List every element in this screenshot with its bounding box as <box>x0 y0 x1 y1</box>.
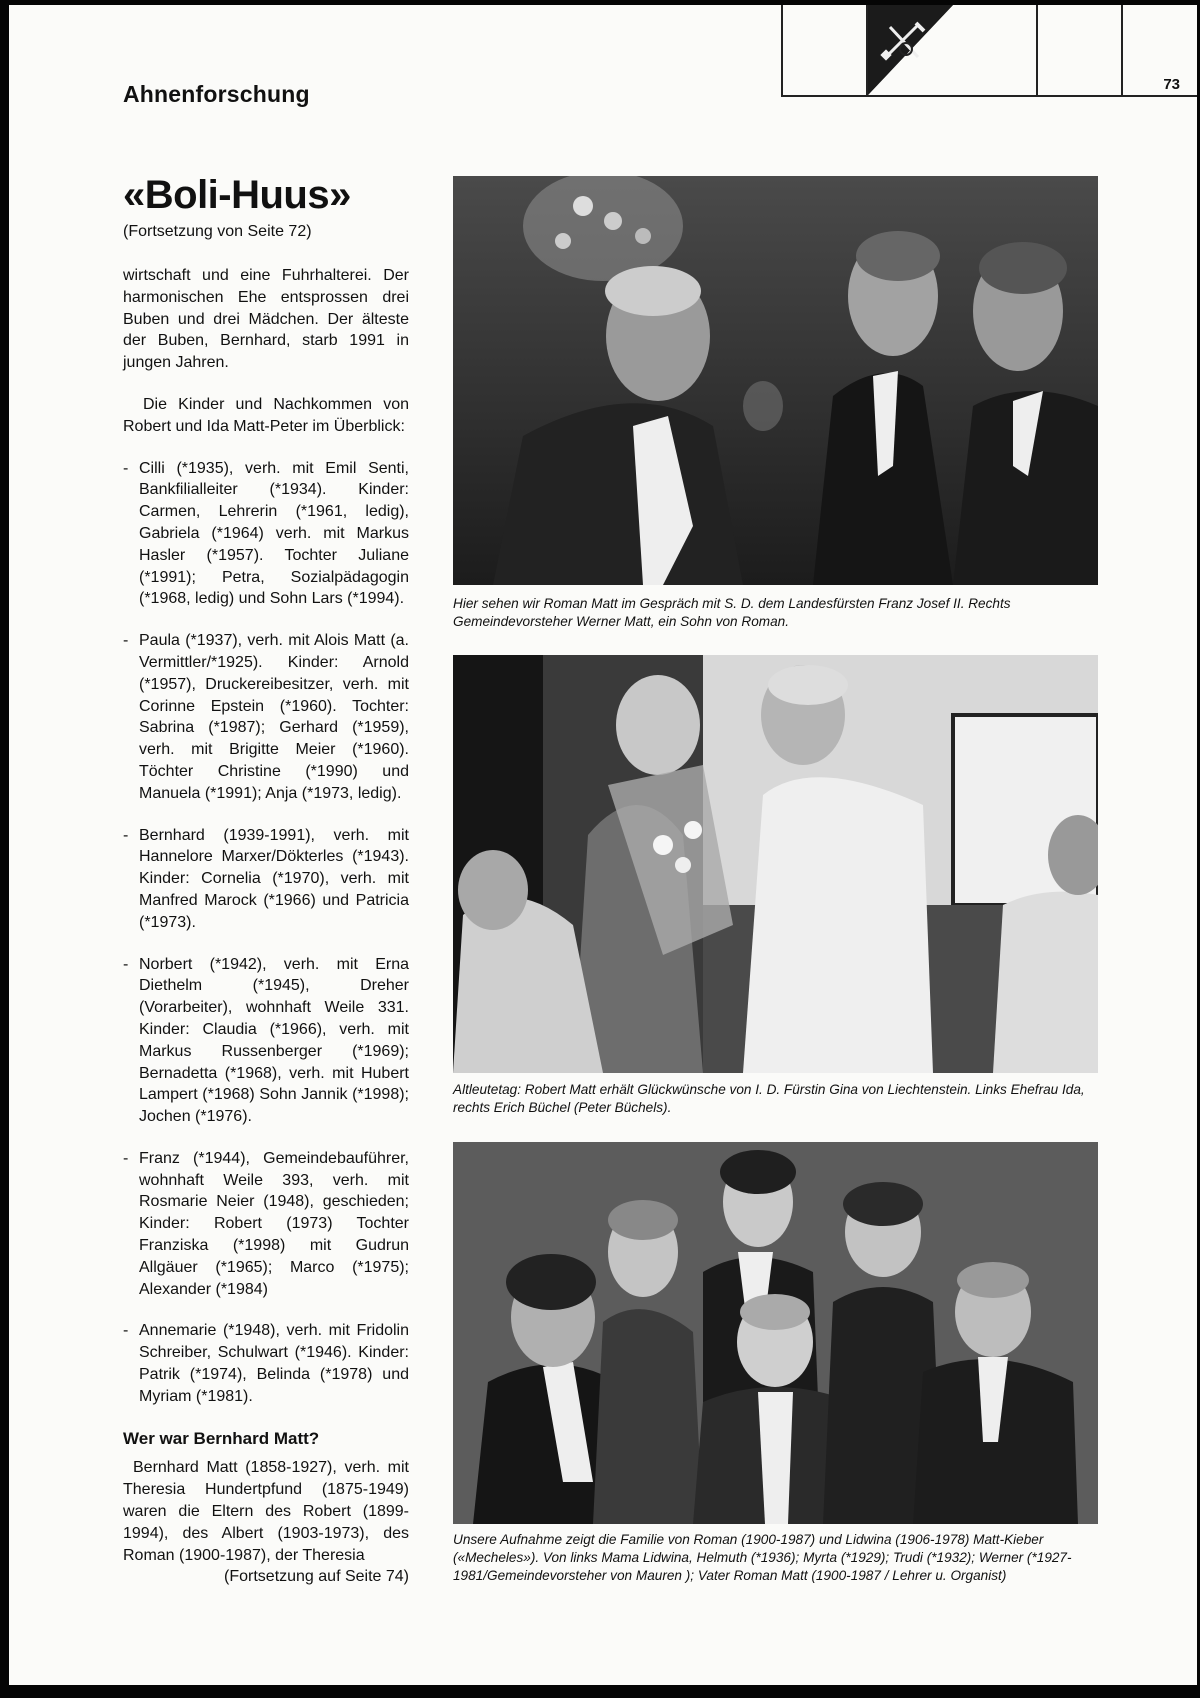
article-body <box>123 265 409 1588</box>
header-box <box>953 5 1038 95</box>
closing-paragraph: Bernhard Matt (1858-1927), verh. mit Theresia Hundertpfund (1875-1949) waren die Eltern des Robert (1899-1994), des Albert (1903-1973), des Roman (1900-1987), der Theresia <box>123 1459 409 1564</box>
page-number: 73 <box>1163 76 1180 93</box>
list-item: - Annemarie (*1948), verh. mit Fridolin Schreiber, Schulwart (*1946). Kinder: Patrik (*1974), Belinda (*1978) und Myriam (*1981). <box>123 1320 409 1407</box>
list-item: - Bernhard (1939-1991), verh. mit Hannelore Marxer/Dökterles (*1943). Kinder: Cornelia (*1970), verh. mit Manfred Marock (*1966) und Patricia (*1973). <box>123 825 409 934</box>
list-item: - Franz (*1944), Gemeindebauführer, wohnhaft Weile 393, verh. mit Rosmarie Neier (1948), geschieden; Kinder: Robert (1973) Tochter Franziska (*1998) mit Gudrun Allgäuer (*1965); Marco (*1975); Alexander (*1984) <box>123 1148 409 1301</box>
list-item: - Paula (*1937), verh. mit Alois Matt (a. Vermittler/*1925). Kinder: Arnold (*1957), Druckereibesitzer, verh. mit Corinne Epstein (*1960). Tochter: Sabrina (*1987); Gerhard (*1959), verh. mit Brigitte Meier (*1960). Töchter Christine (*1990) und Manuela (*1991); Anja (*1973, ledig). <box>123 630 409 804</box>
header-rule <box>781 95 1197 97</box>
article-subtitle: (Fortsetzung von Seite 72) <box>123 223 312 240</box>
list-item: - Cilli (*1935), verh. mit Emil Senti, Bankfilialleiter (*1934). Kinder: Carmen, Lehrerin (*1961, ledig), Gabriela (*1964) verh. mit Markus Hasler (*1957). Tochter Juliane (*1991); Petra, Sozialpädagogin (*1968, ledig) und Sohn Lars (*1994). <box>123 458 409 611</box>
photo-caption: Unsere Aufnahme zeigt die Familie von Roman (1900-1987) und Lidwina (1906-1978) Matt-Kieber («Mecheles»). Von links Mama Lidwina, Helmuth (*1936); Myrta (*1929); Trudi (*1932); Werner (*1927-1981/Gemeindevorsteher von Mauren ); Vater Roman Matt (1900-1987 / Lehrer u. Organist) <box>453 1532 1072 1583</box>
photo-family <box>453 1142 1098 1524</box>
header-boxes <box>781 5 1197 97</box>
header-box <box>783 5 868 95</box>
photo-caption: Hier sehen wir Roman Matt im Gespräch mit S. D. dem Landesfürsten Franz Josef II. Rechts Gemeindevorsteher Werner Matt, ein Sohn von Roman. <box>453 596 1011 629</box>
header-box <box>1038 5 1123 95</box>
photo-altleutetag <box>453 655 1098 1073</box>
photo-conversation <box>453 176 1098 585</box>
photo-caption: Altleutetag: Robert Matt erhält Glückwünsche von I. D. Fürstin Gina von Liechtenstein. Links Ehefrau Ida, rechts Erich Büchel (Peter Büchels). <box>453 1082 1085 1115</box>
subheading: Wer war Bernhard Matt? <box>123 1428 320 1448</box>
children-list <box>123 458 409 1408</box>
header-box-page-number <box>1123 5 1197 95</box>
list-item: - Norbert (*1942), verh. mit Erna Diethelm (*1945), Dreher (Vorarbeiter), wohnhaft Weile 331. Kinder: Claudia (*1966), verh. mit Markus Russenberger (*1969); Bernadetta (*1968), verh. mit Hubert Lampert (*1968) Sohn Jannik (*1998); Jochen (*1976). <box>123 954 409 1128</box>
crossed-tools-emblem-icon <box>868 5 953 95</box>
overview-paragraph: Die Kinder und Nachkommen von Robert und Ida Matt-Peter im Überblick: <box>123 395 409 435</box>
intro-paragraph: wirtschaft und eine Fuhrhalterei. Der harmonischen Ehe entsprossen drei Buben und drei Mädchen. Der älteste der Buben, Bernhard, starb 1991 in jungen Jahren. <box>123 267 409 372</box>
header-emblem-box <box>868 5 953 95</box>
article-title: «Boli-Huus» <box>123 173 351 217</box>
continuation-note: (Fortsetzung auf Seite 74) <box>224 1568 409 1586</box>
section-title: Ahnenforschung <box>123 81 310 107</box>
magazine-page <box>9 5 1197 1685</box>
